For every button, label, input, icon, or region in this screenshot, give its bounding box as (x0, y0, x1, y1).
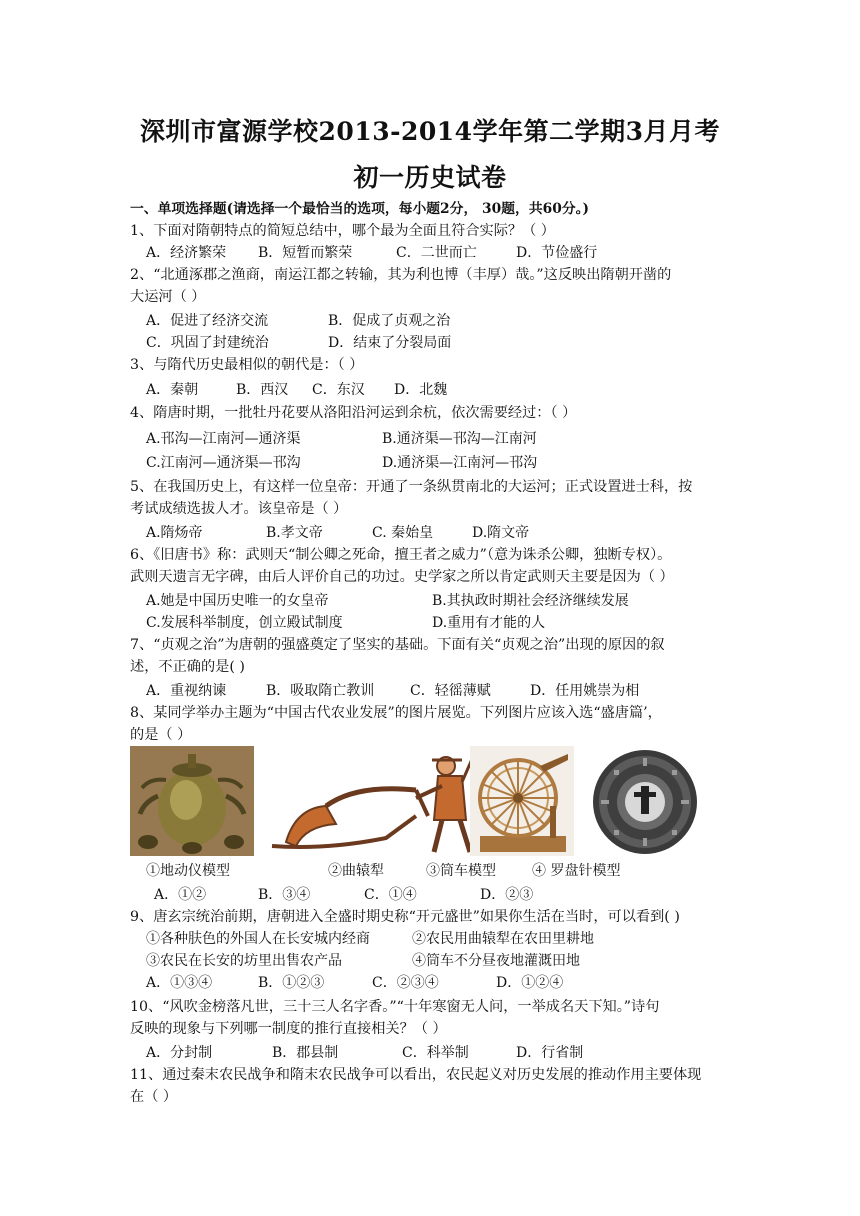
q1-option-c: C．二世而亡 (396, 245, 477, 261)
q9-option-c: C．②③④ (372, 975, 439, 991)
q1-option-a: A．经济繁荣 (146, 245, 227, 261)
q4-option-c: C.江南河—通济渠—邗沟 (146, 455, 301, 471)
question-5-stem: 5、在我国历史上，有这样一位皇帝：开通了一条纵贯南北的大运河；正式设置进士科，按 (130, 479, 693, 495)
section-heading: 一、单项选择题(请选择一个最恰当的选项，每小题2分， 30题，共60分。) (130, 201, 590, 217)
question-11-stem-cont: 在（ ） (130, 1089, 178, 1105)
q8-caption-3: ③筒车模型 (426, 863, 496, 879)
q10-option-d: D．行省制 (516, 1045, 584, 1061)
q2-option-c: C．巩固了封建统治 (146, 335, 269, 351)
question-2-stem-cont: 大运河（ ） (130, 289, 206, 305)
seismograph-model-image (130, 746, 254, 856)
q5-option-b: B.孝文帝 (266, 525, 323, 541)
curved-plough-image (266, 746, 488, 856)
q3-option-c: C．东汉 (312, 382, 365, 398)
q9-item-2: ②农民用曲辕犁在农田里耕地 (412, 931, 594, 947)
question-2-stem: 2、“北通涿郡之渔商，南运江都之转输，其为利也博（丰厚）哉。”这反映出隋朝开凿的 (130, 267, 672, 283)
q2-option-a: A．促进了经济交流 (146, 313, 269, 329)
q6-option-a: A.她是中国历史唯一的女皇帝 (146, 593, 329, 609)
question-8-stem-cont: 的是（ ） (130, 727, 192, 743)
q8-caption-2: ②曲辕犁 (328, 863, 384, 879)
question-6-stem-cont: 武则天遗言无字碑，由后人评价自己的功过。史学家之所以肯定武则天主要是因为（ ） (130, 569, 674, 585)
question-1-stem: 1、下面对隋朝特点的简短总结中，哪个最为全面且符合实际？（ ） (130, 223, 555, 239)
q5-option-d: D.隋文帝 (472, 525, 530, 541)
q5-option-c: C. 秦始皇 (372, 525, 434, 541)
q9-item-4: ④筒车不分昼夜地灌溉田地 (412, 953, 580, 969)
question-9-stem: 9、唐玄宗统治前期，唐朝进入全盛时期史称“开元盛世”如果你生活在当时，可以看到( ) (130, 909, 680, 925)
q9-option-d: D．①②④ (496, 975, 564, 991)
q7-option-a: A．重视纳谏 (146, 683, 227, 699)
q1-option-d: D．节俭盛行 (516, 245, 598, 261)
q10-option-c: C．科举制 (402, 1045, 469, 1061)
question-3-stem: 3、与隋代历史最相似的朝代是：（ ） (130, 357, 364, 373)
q4-option-a: A.邗沟—江南河—通济渠 (146, 431, 301, 447)
q10-option-a: A．分封制 (146, 1045, 213, 1061)
question-8-pictures (130, 746, 740, 858)
q3-option-a: A．秦朝 (146, 382, 199, 398)
page-subtitle: 初一历史试卷 (353, 163, 507, 192)
question-8-stem: 8、某同学举办主题为“中国古代农业发展”的图片展览。下列图片应该入选“盛唐篇’， (130, 705, 662, 721)
q8-caption-1: ①地动仪模型 (146, 863, 230, 879)
water-wheel-model-image (470, 746, 574, 856)
q9-option-b: B．①②③ (258, 975, 325, 991)
q2-option-b: B．促成了贞观之治 (328, 313, 451, 329)
q10-option-b: B．郡县制 (272, 1045, 339, 1061)
q8-option-b: B．③④ (258, 887, 311, 903)
q9-item-3: ③农民在长安的坊里出售农产品 (146, 953, 342, 969)
question-5-stem-cont: 考试成绩选拔人才。该皇帝是（ ） (130, 501, 348, 517)
q9-option-a: A．①③④ (146, 975, 213, 991)
compass-model-image (586, 746, 704, 856)
q2-option-d: D．结束了分裂局面 (328, 335, 452, 351)
q7-option-b: B．吸取隋亡教训 (266, 683, 375, 699)
q5-option-a: A.隋炀帝 (146, 525, 203, 541)
q7-option-d: D．任用姚崇为相 (530, 683, 640, 699)
question-10-stem: 10、“风吹金榜落凡世，三十三人名字香。”“十年寒窗无人问，一举成名天下知。”诗句 (130, 999, 660, 1015)
q6-option-d: D.重用有才能的人 (432, 615, 546, 631)
question-7-stem: 7、“贞观之治”为唐朝的强盛奠定了坚实的基础。下面有关“贞观之治”出现的原因的叙 (130, 637, 665, 653)
q6-option-c: C.发展科举制度，创立殿试制度 (146, 615, 343, 631)
q8-option-d: D．②③ (480, 887, 534, 903)
q7-option-c: C．轻徭薄赋 (410, 683, 491, 699)
question-7-stem-cont: 述，不正确的是( ) (130, 659, 245, 675)
q4-option-b: B.通济渠—邗沟—江南河 (382, 431, 537, 447)
q9-item-1: ①各种肤色的外国人在长安城内经商 (146, 931, 370, 947)
question-6-stem: 6、《旧唐书》称：武则天“制公卿之死命，擅王者之威力”（意为诛杀公卿，独断专权）。 (130, 547, 672, 563)
q6-option-b: B.其执政时期社会经济继续发展 (432, 593, 629, 609)
question-11-stem: 11、通过秦末农民战争和隋末农民战争可以看出，农民起义对历史发展的推动作用主要体现 (130, 1067, 702, 1083)
question-4-stem: 4、隋唐时期，一批牡丹花要从洛阳沿河运到余杭，依次需要经过：（ ） (130, 405, 577, 421)
q4-option-d: D.通济渠—江南河—邗沟 (382, 455, 538, 471)
q1-option-b: B．短暂而繁荣 (258, 245, 353, 261)
q8-caption-4: ④ 罗盘针模型 (532, 863, 621, 879)
question-10-stem-cont: 反映的现象与下列哪一制度的推行直接相关？（ ） (130, 1021, 447, 1037)
page-title: 深圳市富源学校2013-2014学年第二学期3月月考 (140, 117, 720, 146)
q3-option-d: D．北魏 (394, 382, 448, 398)
q8-option-c: C．①④ (364, 887, 417, 903)
q8-option-a: A．①② (154, 887, 207, 903)
q3-option-b: B．西汉 (236, 382, 289, 398)
